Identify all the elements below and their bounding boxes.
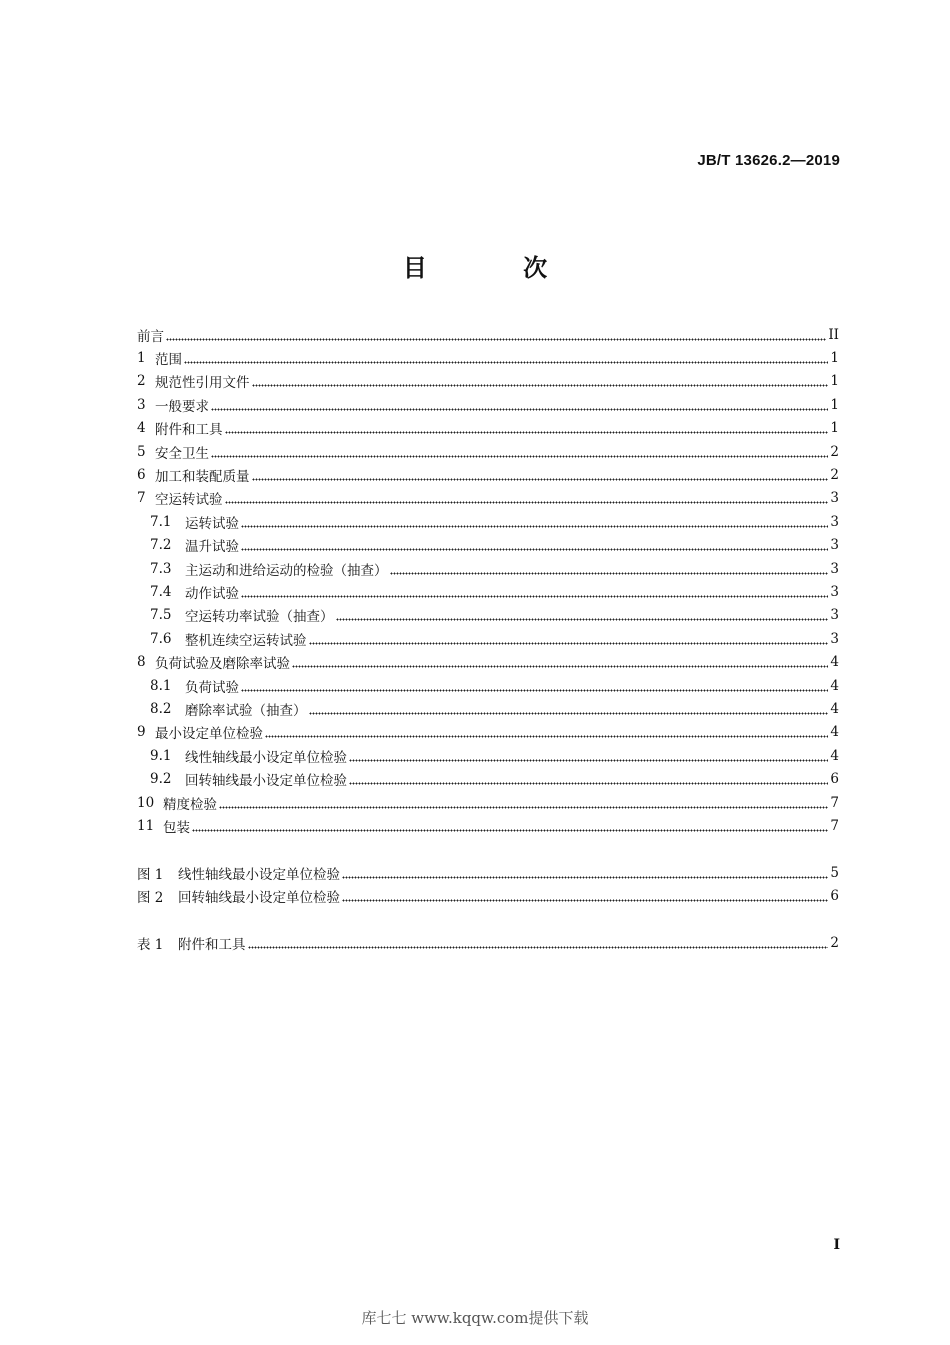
toc-page: 3 xyxy=(830,537,839,554)
dot-leader xyxy=(192,819,828,833)
table-page: 2 xyxy=(830,934,839,951)
toc-number: 2 xyxy=(137,373,146,390)
dot-leader xyxy=(241,515,828,529)
dot-leader xyxy=(342,889,828,903)
toc-number: 9.1 xyxy=(150,747,172,764)
dot-leader xyxy=(211,445,828,459)
toc-label: 包装 xyxy=(163,819,190,836)
toc-entry-1[interactable] xyxy=(137,346,839,369)
toc-label: 负荷试验及磨除率试验 xyxy=(155,656,290,673)
toc-page: 4 xyxy=(830,747,839,764)
toc-label: 温升试验 xyxy=(185,539,239,556)
toc-entry-7[interactable] xyxy=(137,487,839,510)
toc-entry-8-1[interactable] xyxy=(137,674,839,697)
toc-label: 附件和工具 xyxy=(155,422,223,439)
toc-label: 最小设定单位检验 xyxy=(155,726,263,743)
toc-number: 7 xyxy=(137,490,146,507)
dot-leader xyxy=(252,468,829,482)
figure-number: 图 2 xyxy=(137,890,164,907)
toc-label: 规范性引用文件 xyxy=(155,375,250,392)
dot-leader xyxy=(309,632,829,646)
toc-label: 空运转功率试验（抽查） xyxy=(185,609,334,626)
dot-leader xyxy=(241,679,828,693)
toc-number: 4 xyxy=(137,420,146,437)
figure-page: 6 xyxy=(830,888,839,905)
figure-number: 图 1 xyxy=(137,866,164,883)
toc-page: 4 xyxy=(830,700,839,717)
toc-number: 10 xyxy=(137,794,155,811)
toc-label: 负荷试验 xyxy=(185,679,239,696)
toc-page: 6 xyxy=(830,771,839,788)
toc-entry-2[interactable] xyxy=(137,370,839,393)
dot-leader xyxy=(241,585,828,599)
dot-leader xyxy=(166,328,826,342)
toc-page: 4 xyxy=(830,724,839,741)
toc-entry-7-5[interactable] xyxy=(137,604,839,627)
toc-label: 整机连续空运转试验 xyxy=(185,632,307,649)
table-number: 表 1 xyxy=(137,936,164,953)
toc-label: 主运动和进给运动的检验（抽查） xyxy=(185,562,388,579)
toc-number: 3 xyxy=(137,396,146,413)
dot-leader xyxy=(342,866,828,880)
toc-page: 3 xyxy=(830,490,839,507)
toc-label: 动作试验 xyxy=(185,585,239,602)
toc-page: 1 xyxy=(830,373,839,390)
toc-entry-7-2[interactable] xyxy=(137,534,839,557)
toc-entry-5[interactable] xyxy=(137,440,839,463)
dot-leader xyxy=(211,398,828,412)
toc-label: 磨除率试验（抽查） xyxy=(185,702,307,719)
dot-leader xyxy=(225,491,829,505)
toc-entry-7-3[interactable] xyxy=(137,557,839,580)
toc-page: 1 xyxy=(830,350,839,367)
dot-leader xyxy=(292,655,828,669)
toc-page: II xyxy=(828,326,839,343)
toc-page: 3 xyxy=(830,513,839,530)
toc-page: 1 xyxy=(830,420,839,437)
toc-number: 9 xyxy=(137,724,146,741)
dot-leader xyxy=(349,772,828,786)
toc-page: 2 xyxy=(830,467,839,484)
toc-label: 精度检验 xyxy=(163,796,217,813)
toc-entry-10[interactable] xyxy=(137,791,839,814)
toc-label: 回转轴线最小设定单位检验 xyxy=(185,773,347,790)
toc-number: 7.5 xyxy=(150,607,172,624)
dot-leader xyxy=(390,562,829,576)
toc-entry-11[interactable] xyxy=(137,814,839,837)
toc-page: 4 xyxy=(830,677,839,694)
section-gap xyxy=(137,838,839,861)
toc-page: 2 xyxy=(830,443,839,460)
toc-entry-3[interactable] xyxy=(137,393,839,416)
dot-leader xyxy=(336,608,829,622)
figure-label: 线性轴线最小设定单位检验 xyxy=(178,866,340,883)
toc-label: 范围 xyxy=(155,352,182,369)
section-gap xyxy=(137,908,839,931)
toc-label: 前言 xyxy=(137,328,164,345)
standard-code: JB/T 13626.2—2019 xyxy=(697,152,840,169)
toc-entry-8-2[interactable] xyxy=(137,697,839,720)
dot-leader xyxy=(252,374,829,388)
figure-entry-1[interactable] xyxy=(137,861,839,884)
toc-number: 11 xyxy=(137,817,155,834)
toc-number: 1 xyxy=(137,350,146,367)
toc-label: 安全卫生 xyxy=(155,445,209,462)
toc-number: 8.2 xyxy=(150,700,172,717)
toc-number: 6 xyxy=(137,467,146,484)
toc-entry-foreword[interactable] xyxy=(137,323,839,346)
toc-entry-8[interactable] xyxy=(137,650,839,673)
toc-page: 7 xyxy=(830,794,839,811)
dot-leader xyxy=(309,702,829,716)
toc-number: 8.1 xyxy=(150,677,172,694)
toc-page: 4 xyxy=(830,654,839,671)
download-watermark: 库七七 www.kqqw.com提供下载 xyxy=(361,1309,589,1327)
toc-label: 线性轴线最小设定单位检验 xyxy=(185,749,347,766)
dot-leader xyxy=(219,796,828,810)
toc-number: 7.1 xyxy=(150,513,172,530)
toc-entry-4[interactable] xyxy=(137,417,839,440)
toc-entry-6[interactable] xyxy=(137,463,839,486)
toc-label: 空运转试验 xyxy=(155,492,223,509)
toc-page: 3 xyxy=(830,607,839,624)
toc-entry-7-4[interactable] xyxy=(137,580,839,603)
dot-leader xyxy=(349,749,828,763)
toc-label: 一般要求 xyxy=(155,398,209,415)
toc-number: 9.2 xyxy=(150,771,172,788)
toc-number: 7.6 xyxy=(150,630,172,647)
figure-page: 5 xyxy=(830,864,839,881)
toc-number: 5 xyxy=(137,443,146,460)
toc-page: 3 xyxy=(830,560,839,577)
dot-leader xyxy=(184,351,828,365)
toc-label: 加工和装配质量 xyxy=(155,469,250,486)
toc-page: 1 xyxy=(830,396,839,413)
page-title: 目 次 xyxy=(402,254,592,282)
table-label: 附件和工具 xyxy=(178,936,246,953)
table-entry-1[interactable] xyxy=(137,931,839,954)
table-of-contents xyxy=(137,323,839,955)
toc-page: 3 xyxy=(830,583,839,600)
toc-label: 运转试验 xyxy=(185,515,239,532)
toc-number: 7.4 xyxy=(150,583,172,600)
toc-entry-9[interactable] xyxy=(137,721,839,744)
toc-entry-7-6[interactable] xyxy=(137,627,839,650)
toc-page: 3 xyxy=(830,630,839,647)
toc-number: 7.2 xyxy=(150,537,172,554)
dot-leader xyxy=(248,936,829,950)
page-number: I xyxy=(833,1237,840,1253)
toc-entry-9-2[interactable] xyxy=(137,767,839,790)
dot-leader xyxy=(225,421,829,435)
figure-entry-2[interactable] xyxy=(137,884,839,907)
toc-number: 8 xyxy=(137,654,146,671)
dot-leader xyxy=(265,725,828,739)
toc-number: 7.3 xyxy=(150,560,172,577)
toc-page: 7 xyxy=(830,817,839,834)
dot-leader xyxy=(241,538,828,552)
toc-entry-9-1[interactable] xyxy=(137,744,839,767)
figure-label: 回转轴线最小设定单位检验 xyxy=(178,890,340,907)
toc-entry-7-1[interactable] xyxy=(137,510,839,533)
